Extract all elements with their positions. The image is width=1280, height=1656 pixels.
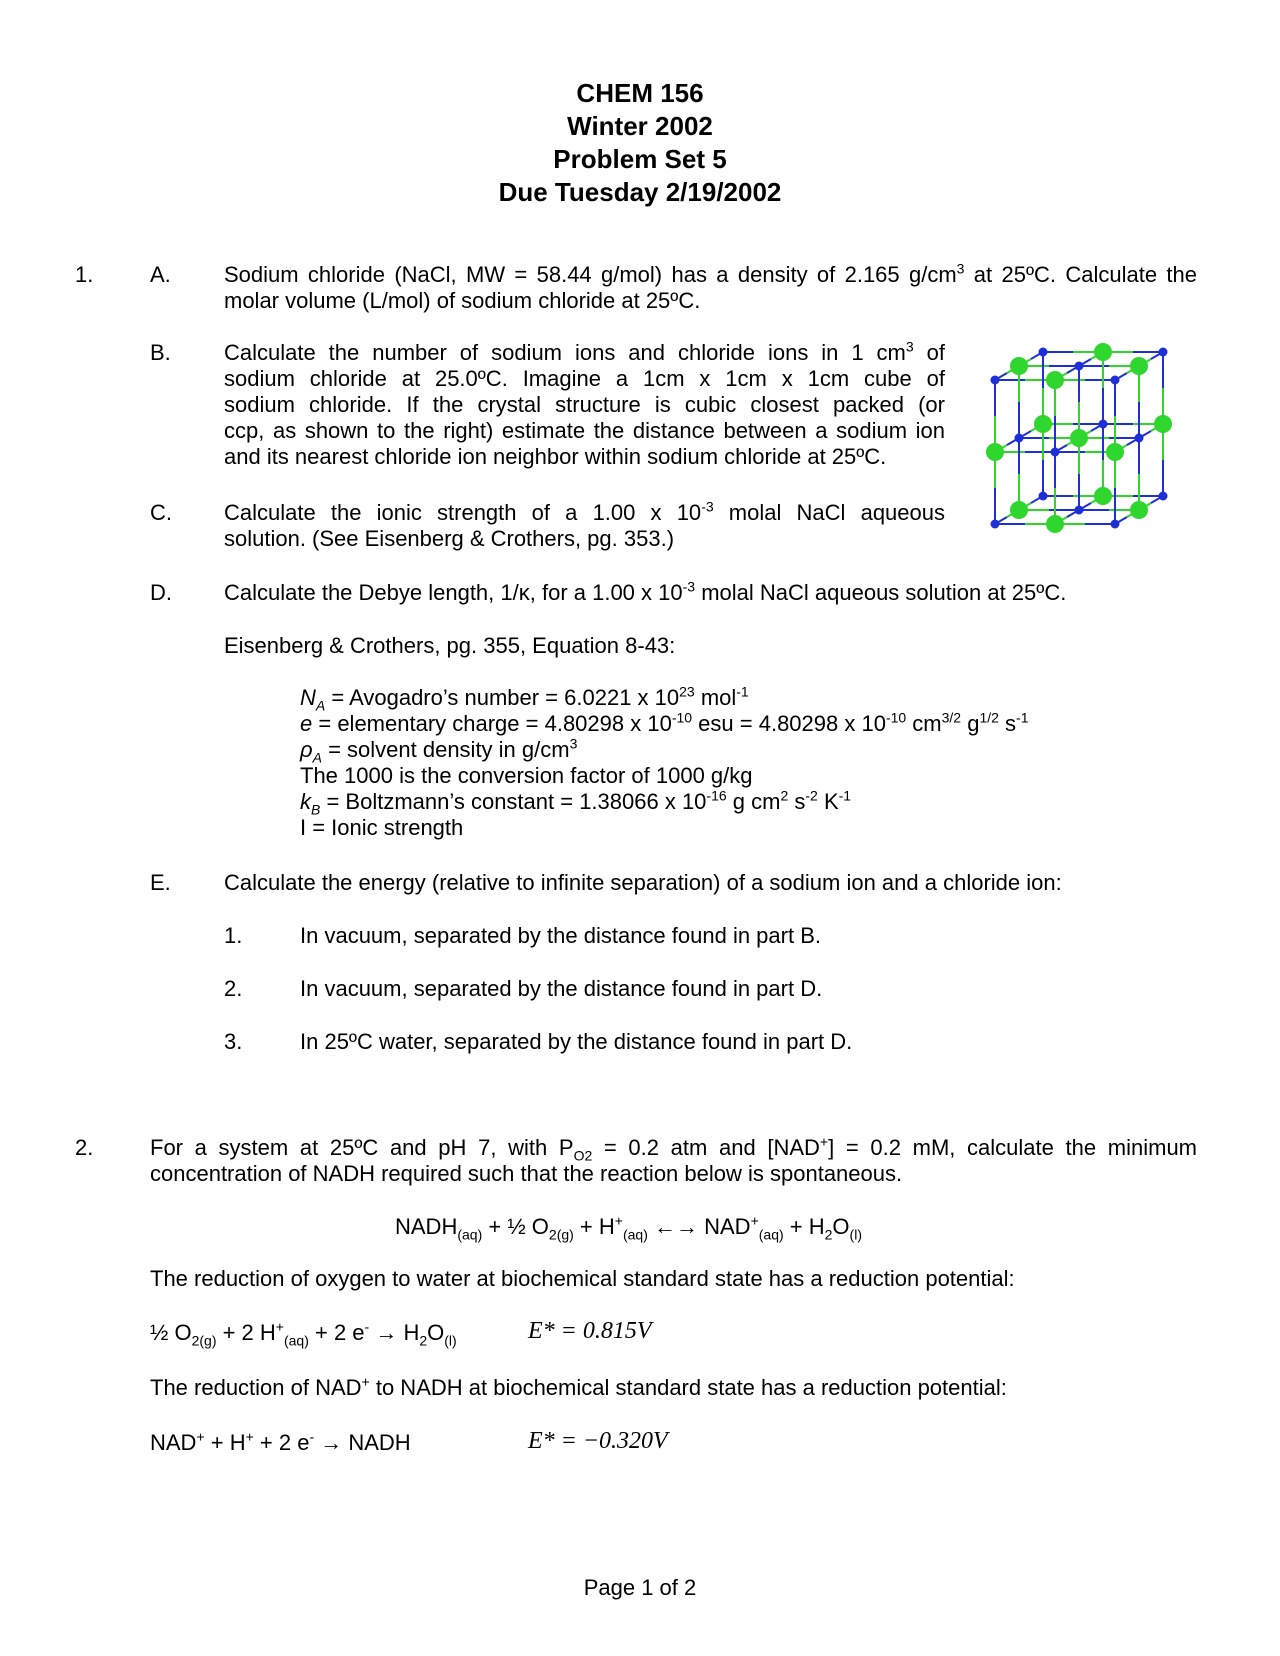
chloride-ion [1010, 357, 1028, 375]
sodium-ion [1099, 420, 1108, 429]
sodium-ion [991, 520, 1000, 529]
def-avogadro: $N_A$ = Avogadro’s number = 6.0221 x $10^{23}$ mol$^{-1}$ [300, 683, 749, 714]
sodium-ion [991, 376, 1000, 385]
part-d-line-1: Calculate the Debye length, 1/κ, for a 1.00 x $10^{-3}$ molal NaCl aqueous solution at 25ºC. [224, 578, 1067, 605]
part-b-line-2: sodium chloride at 25.0ºC. Imagine a 1cm x 1cm x 1cm cube of [224, 366, 945, 391]
page-number: Page 1 of 2 [583, 1575, 697, 1600]
part-c-line-2: solution. (See Eisenberg & Crothers, pg. 353.) [224, 526, 675, 551]
part-d-reference: Eisenberg & Crothers, pg. 355, Equation 8-43: [224, 633, 676, 658]
part-b-line-3: sodium chloride. If the crystal structure is cubic closest packed (or [224, 392, 945, 417]
def-ionic-strength: I = Ionic strength [300, 815, 464, 840]
term: Winter 2002 [567, 111, 713, 141]
def-boltzmann: $k_B$ = Boltzmann’s constant = 1.38066 x $10^{-16}$ g $cm^2$ $s^{-2}$ $K^{-1}$ [300, 787, 852, 818]
part-e-text: Calculate the energy (relative to infinite separation) of a sodium ion and a chloride ion: [224, 870, 1062, 895]
part-a-line-2: molar volume (L/mol) of sodium chloride at 25ºC. [224, 288, 701, 313]
part-e-item-1-number: 1. [224, 923, 243, 948]
sodium-ion [1159, 348, 1168, 357]
part-e-item-3-text: In 25ºC water, separated by the distance found in part D. [300, 1029, 853, 1054]
sodium-ion [1039, 492, 1048, 501]
chloride-ion [1034, 415, 1052, 433]
chloride-ion [1046, 515, 1064, 533]
problem-2-number: 2. [75, 1135, 94, 1160]
chloride-ion [1010, 501, 1028, 519]
part-b-letter: B. [150, 340, 171, 365]
part-b-line-1: Calculate the number of sodium ions and chloride ions in 1 $cm^3$ of [224, 338, 945, 365]
part-a-letter: A. [150, 262, 171, 287]
chloride-ion [1094, 343, 1112, 361]
sodium-ion [1135, 434, 1144, 443]
problem-2-line-1: For a system at 25ºC and pH 7, with $P_{O2} = 0.2$ atm and [NAD+] = 0.2 mM, calculate the minimum [150, 1133, 1198, 1164]
oxygen-reduction-equation: ½ $O_{2(g)} + 2$ $H^+_{(aq)} + 2$ $e^- \to H_2O_{(l)}$ [150, 1318, 457, 1349]
part-d-letter: D. [150, 580, 172, 605]
chloride-ion [1094, 487, 1112, 505]
part-e-letter: E. [150, 870, 171, 895]
nacl-crystal-lattice-figure [985, 340, 1175, 538]
part-e-item-2-text: In vacuum, separated by the distance found in part D. [300, 976, 823, 1001]
chloride-ion [1154, 415, 1172, 433]
chloride-ion [1046, 371, 1064, 389]
nad-reduction-equation: NAD+ + H+ + 2 e- → NADH [150, 1428, 411, 1455]
sodium-ion [1075, 506, 1084, 515]
part-c-letter: C. [150, 500, 172, 525]
part-e-item-3-number: 3. [224, 1029, 243, 1054]
nad-reduction-potential: E* = −0.320V [528, 1428, 668, 1454]
part-c-line-1: Calculate the ionic strength of a 1.00 x $10^{-3}$ molal NaCl aqueous [224, 498, 945, 525]
problem-2-line-2: concentration of NADH required such that the reaction below is spontaneous. [150, 1161, 903, 1186]
course-title: CHEM 156 [576, 78, 704, 108]
due-date: Due Tuesday 2/19/2002 [498, 177, 782, 207]
def-elementary-charge: e = elementary charge = 4.80298 x $10^{-10}$ esu = 4.80298 x $10^{-10}$ $cm^{3/2}$ $g^{1/2}$ $s^{-1}$ [300, 709, 1029, 736]
nadh-oxidation-reaction: $NADH_{(aq)}$ + ½ $O_{2(g)} + H^+_{(aq)}$ ←→ $NAD^+_{(aq)} + H_2O_{(l)}$ [395, 1212, 862, 1243]
part-b-line-5: and its nearest chloride ion neighbor within sodium chloride at 25ºC. [224, 444, 887, 469]
def-conversion-factor: The 1000 is the conversion factor of 1000 g/kg [300, 763, 753, 788]
sodium-ion [1039, 348, 1048, 357]
chloride-ion [1130, 501, 1148, 519]
chloride-ion [986, 443, 1004, 461]
sodium-ion [1015, 434, 1024, 443]
part-e-item-2-number: 2. [224, 976, 243, 1001]
sodium-ion [1159, 492, 1168, 501]
sodium-ion [1111, 520, 1120, 529]
nad-reduction-intro: The reduction of NAD+ to NADH at biochemical standard state has a reduction potential: [150, 1373, 1007, 1400]
part-e-item-1-text: In vacuum, separated by the distance found in part B. [300, 923, 821, 948]
chloride-ion [1106, 443, 1124, 461]
sodium-ion [1075, 362, 1084, 371]
oxygen-reduction-potential: E* = 0.815V [528, 1318, 652, 1344]
sodium-ion [1111, 376, 1120, 385]
def-solvent-density: $\rho_A$ = solvent density in $g/cm^3$ [300, 735, 578, 766]
part-a-line-1: Sodium chloride (NaCl, MW = 58.44 g/mol) has a density of 2.165 $g/cm^3$ at 25ºC. Calculate the [224, 260, 1197, 287]
chloride-ion [1130, 357, 1148, 375]
oxygen-reduction-intro: The reduction of oxygen to water at biochemical standard state has a reduction potential: [150, 1266, 1015, 1291]
problem-set-title: Problem Set 5 [553, 144, 727, 174]
problem-1-number: 1. [75, 262, 94, 287]
chloride-ion [1070, 429, 1088, 447]
part-b-line-4: ccp, as shown to the right) estimate the distance between a sodium ion [224, 418, 945, 443]
sodium-ion [1051, 448, 1060, 457]
